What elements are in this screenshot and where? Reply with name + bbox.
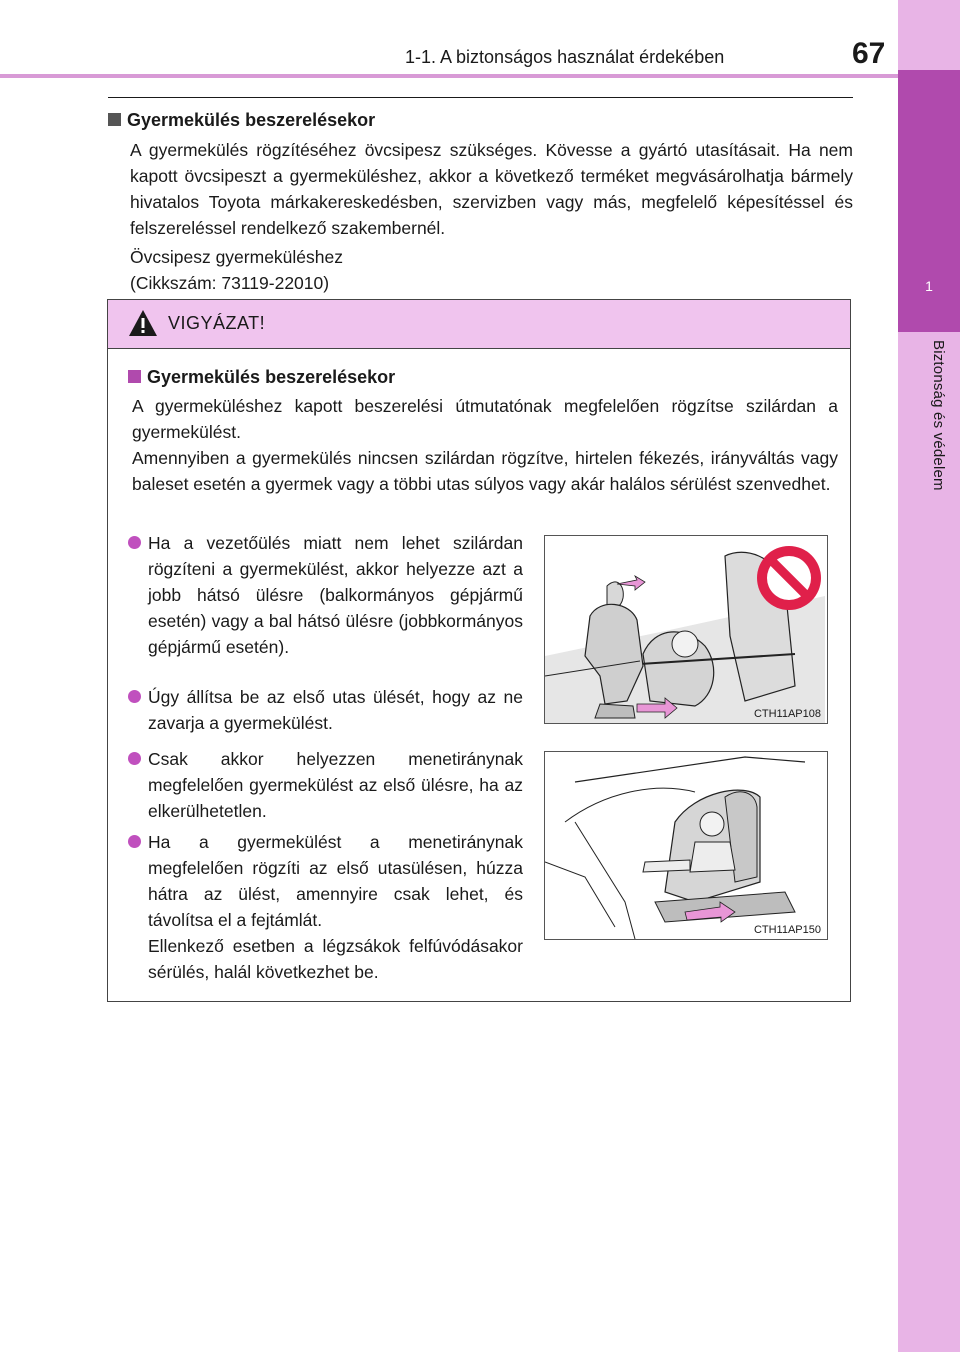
list-item: Csak akkor helyezzen menetiránynak megfelelően gyermekülést az első ülésre, ha az elkerülhetetlen.	[128, 746, 523, 824]
section-heading-text: Gyermekülés beszerelésekor	[127, 110, 376, 130]
warning-title: VIGYÁZAT!	[168, 313, 266, 333]
chapter-label: Biztonság és védelem	[930, 340, 947, 491]
page-number: 67	[852, 37, 886, 70]
section-heading	[108, 110, 375, 131]
illustration-code: CTH11AP150	[753, 924, 821, 936]
bullet-dot-icon	[128, 536, 141, 549]
illustration-rear-facing-front-prohibited	[544, 535, 828, 724]
bullet-dot-icon	[128, 835, 141, 848]
section-divider	[108, 97, 853, 98]
list-item: Ha a gyermekülést a menetiránynak megfelelően rögzíti az első utasülésen, húzza hátra az ülést, amennyire csak lehet, és távolítsa el a fejtámlát. Ellenkező esetben a légzsákok felfúvódásakor sérülés, halál következhet be.	[128, 829, 523, 985]
warning-heading-text: Gyermekülés beszerelésekor	[147, 367, 396, 387]
warning-heading	[128, 367, 395, 388]
part-number: (Cikkszám: 73119-22010)	[130, 273, 330, 293]
warning-triangle-icon	[128, 309, 158, 337]
square-bullet-icon	[108, 113, 121, 126]
bullet-dot-icon	[128, 752, 141, 765]
square-bullet-icon	[128, 370, 141, 383]
bullet-dot-icon	[128, 690, 141, 703]
warning-text-2: Amennyiben a gyermekülés nincsen szilárdan rögzítve, hirtelen fékezés, irányváltás vagy baleset esetén a gyermek vagy a többi utas súlyos vagy akár halálos sérülést szenvedhet.	[132, 448, 838, 494]
list-item: Ha a vezetőülés miatt nem lehet szilárdan rögzíteni a gyermekülést, akkor helyezze azt a jobb hátsó ülésre (balkormányos gépjármű esetén) vagy a bal hátsó ülésre (jobbkormányos gépjármű esetén).	[128, 530, 523, 660]
illustration-code: CTH11AP108	[753, 708, 821, 720]
child-seat-forward-front-illustration	[545, 752, 827, 939]
list-item-continuation: Ellenkező esetben a légzsákok felfúvódásakor sérülés, halál következhet be.	[148, 936, 523, 982]
illustration-forward-facing-front	[544, 751, 828, 940]
header-title: 1-1. A biztonságos használat érdekében	[405, 47, 725, 67]
child-seat-front-prohibited-illustration	[545, 536, 827, 723]
chapter-number: 1	[925, 278, 933, 294]
header-rule	[0, 74, 898, 78]
section-paragraph: A gyermekülés rögzítéséhez övcsipesz szükséges. Kövesse a gyártó utasításait. Ha nem kapott övcsipeszt a gyermeküléshez, akkor a következő terméket megvásárolhatja bármely hivatalos Toyota márkakereskedésben, szervizben vagy más, megfelelő képesítéssel és felszereléssel rendelkező szakembernél.	[130, 140, 853, 238]
part-name: Övcsipesz gyermeküléshez	[130, 247, 343, 267]
list-item: Úgy állítsa be az első utas ülését, hogy az ne zavarja a gyermekülést.	[128, 684, 523, 736]
warning-header	[108, 300, 850, 349]
warning-box	[107, 299, 851, 1002]
warning-text-1: A gyermeküléshez kapott beszerelési útmutatónak megfelelően rögzítse szilárdan a gyermekülést.	[132, 396, 838, 442]
